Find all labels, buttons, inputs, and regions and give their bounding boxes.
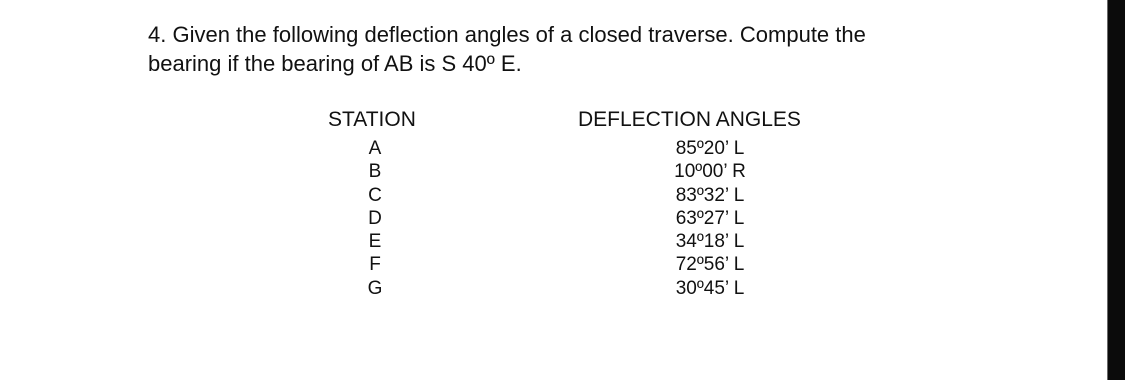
- station-cell: A: [368, 138, 382, 159]
- station-cell: D: [368, 207, 382, 229]
- deflection-angle-cell: 34º18’ L: [675, 231, 745, 253]
- station-cell: G: [367, 277, 383, 299]
- problem-statement-line-2: bearing if the bearing of AB is S 40º E.: [148, 51, 522, 76]
- deflection-angle-cell: 72º56’ L: [675, 254, 745, 276]
- deflection-angle-cell: 10º00’ R: [674, 161, 746, 183]
- station-cell: B: [368, 161, 382, 183]
- deflection-angle-cell: 83º32’ L: [675, 184, 745, 206]
- window-edge: [1108, 0, 1125, 380]
- deflection-angle-cell: 30º45’ L: [675, 277, 745, 299]
- station-cell: C: [368, 184, 382, 206]
- deflection-angles-column-header: DEFLECTION ANGLES: [578, 108, 801, 131]
- station-cell: E: [368, 231, 382, 253]
- deflection-angle-cell: 85º20’ L: [675, 138, 745, 159]
- problem-statement-line-1: 4. Given the following deflection angles of a closed traverse. Compute the: [148, 22, 866, 47]
- deflection-angle-cell: 63º27’ L: [675, 207, 745, 229]
- deflection-angle-column: [640, 137, 780, 300]
- station-column-header: STATION: [328, 108, 416, 131]
- problem-statement: [148, 20, 1048, 78]
- station-column: [345, 137, 405, 300]
- station-cell: F: [369, 254, 381, 276]
